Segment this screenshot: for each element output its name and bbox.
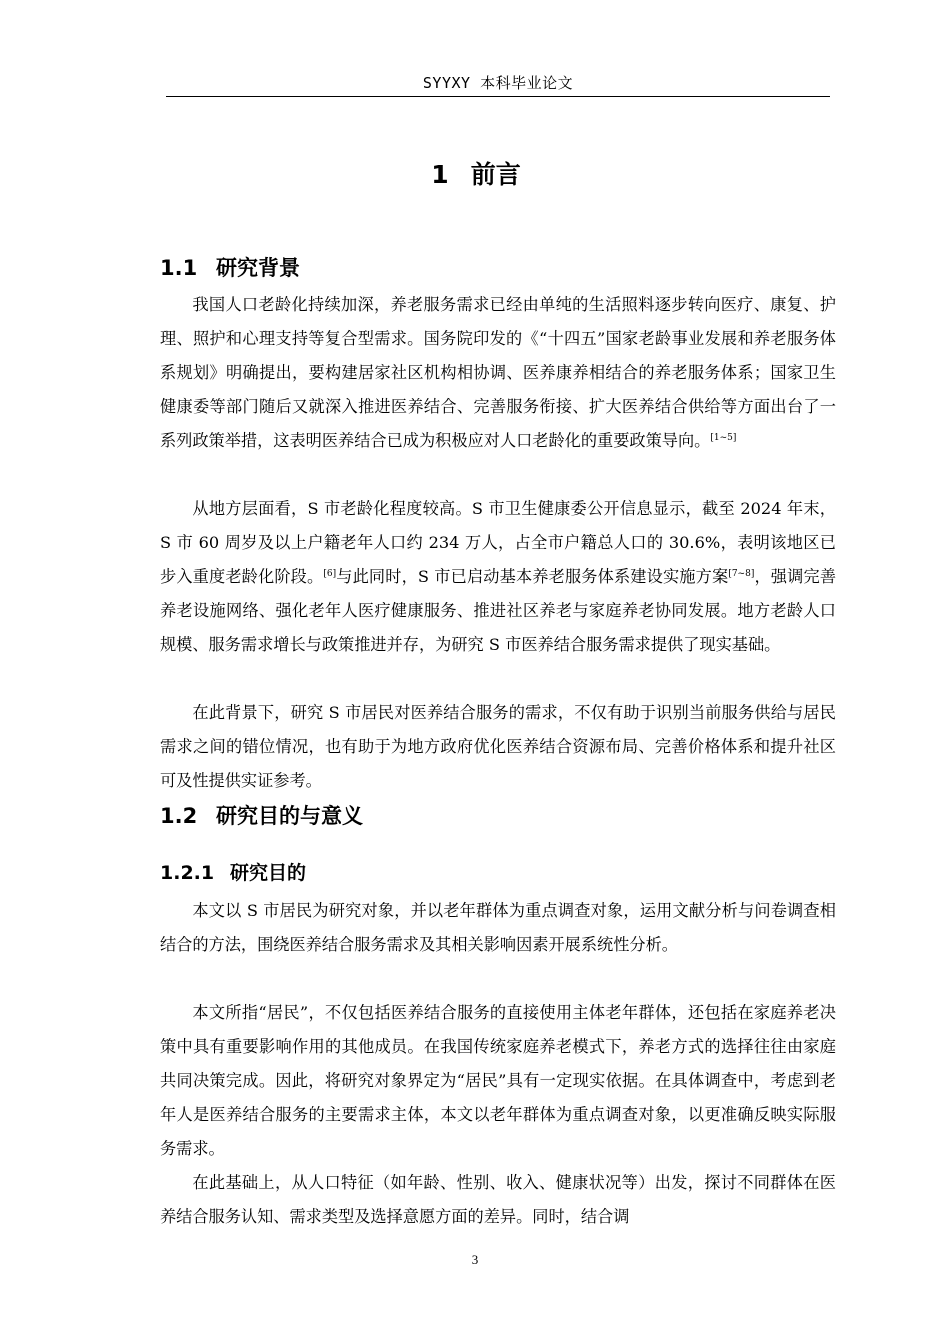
paragraph-text: 在此基础上，从人口特征（如年龄、性别、收入、健康状况等）出发，探讨不同群体在医养结合服务认知、需求类型及选择意愿方面的差异。同时，结合调 — [160, 1173, 836, 1226]
section-heading-1-1 — [160, 252, 300, 282]
paragraph-background-2 — [160, 492, 836, 662]
paragraph-text: 本文以 S 市居民为研究对象，并以老年群体为重点调查对象，运用文献分析与问卷调查相结合的方法，围绕医养结合服务需求及其相关影响因素开展系统性分析。 — [160, 901, 836, 954]
subsection-title: 研究目的 — [230, 862, 307, 884]
citation: [1~5] — [710, 433, 737, 443]
paragraph-text: 与此同时，S 市已启动基本养老服务体系建设实施方案 — [336, 567, 729, 586]
section-title: 研究目的与意义 — [216, 804, 363, 828]
citation: [6] — [323, 569, 337, 579]
chapter-title-text: 前言 — [470, 160, 521, 189]
citation: [7~8] — [728, 569, 755, 579]
paragraph-text: 在此背景下，研究 S 市居民对医养结合服务的需求，不仅有助于识别当前服务供给与居民需求之间的错位情况，也有助于为地方政府优化医养结合资源布局、完善价格体系和提升社区可及性提供实证参考。 — [160, 703, 836, 790]
paragraph-background-3 — [160, 696, 836, 798]
paragraph-purpose-3 — [160, 1166, 836, 1234]
section-number: 1.1 — [160, 256, 198, 280]
chapter-title — [166, 155, 786, 191]
paragraph-purpose-1 — [160, 894, 836, 962]
paragraph-text: ，强调完善养老设施网络、强化老年人医疗健康服务、推进社区养老与家庭养老协同发展。地方老龄人口规模、服务需求增长与政策推进并存，为研究 S 市医养结合服务需求提供了现实基础。 — [160, 567, 836, 654]
page-number: 3 — [471, 1252, 479, 1267]
section-heading-1-2 — [160, 800, 363, 830]
paragraph-text: 我国人口老龄化持续加深，养老服务需求已经由单纯的生活照料逐步转向医疗、康复、护理、照护和心理支持等复合型需求。国务院印发的《“十四五”国家老龄事业发展和养老服务体系规划》明确提出，要构建居家社区机构相协调、医养康养相结合的养老服务体系；国家卫生健康委等部门随后又就深入推进医养结合、完善服务衔接、扩大医养结合供给等方面出台了一系列政策举措，这表明医养结合已成为积极应对人口老龄化的重要政策导向。 — [160, 295, 836, 450]
subsection-number: 1.2.1 — [160, 862, 215, 884]
section-title: 研究背景 — [216, 256, 300, 280]
paragraph-background-1 — [160, 288, 836, 458]
paragraph-text: 本文所指“居民”，不仅包括医养结合服务的直接使用主体老年群体，还包括在家庭养老决策中具有重要影响作用的其他成员。在我国传统家庭养老模式下，养老方式的选择往往由家庭共同决策完成。因此，将研究对象界定为“居民”具有一定现实依据。在具体调查中，考虑到老年人是医养结合服务的主要需求主体，本文以老年群体为重点调查对象，以更准确反映实际服务需求。 — [160, 1003, 836, 1158]
header-rule — [166, 96, 830, 97]
section-number: 1.2 — [160, 804, 198, 828]
chapter-number: 1 — [431, 160, 449, 189]
subsection-heading-1-2-1 — [160, 858, 306, 885]
running-header: SYYXY 本科毕业论文 — [422, 74, 574, 92]
paragraph-purpose-2 — [160, 996, 836, 1166]
paragraph-text: 从地方层面看，S 市老龄化程度较高。S 市卫生健康委公开信息显示，截至 2024 年末，S 市 60 周岁及以上户籍老年人口约 234 万人，占全市户籍总人口的 30.6%，表明该地区已步入重度老龄化阶段。 — [160, 499, 836, 586]
